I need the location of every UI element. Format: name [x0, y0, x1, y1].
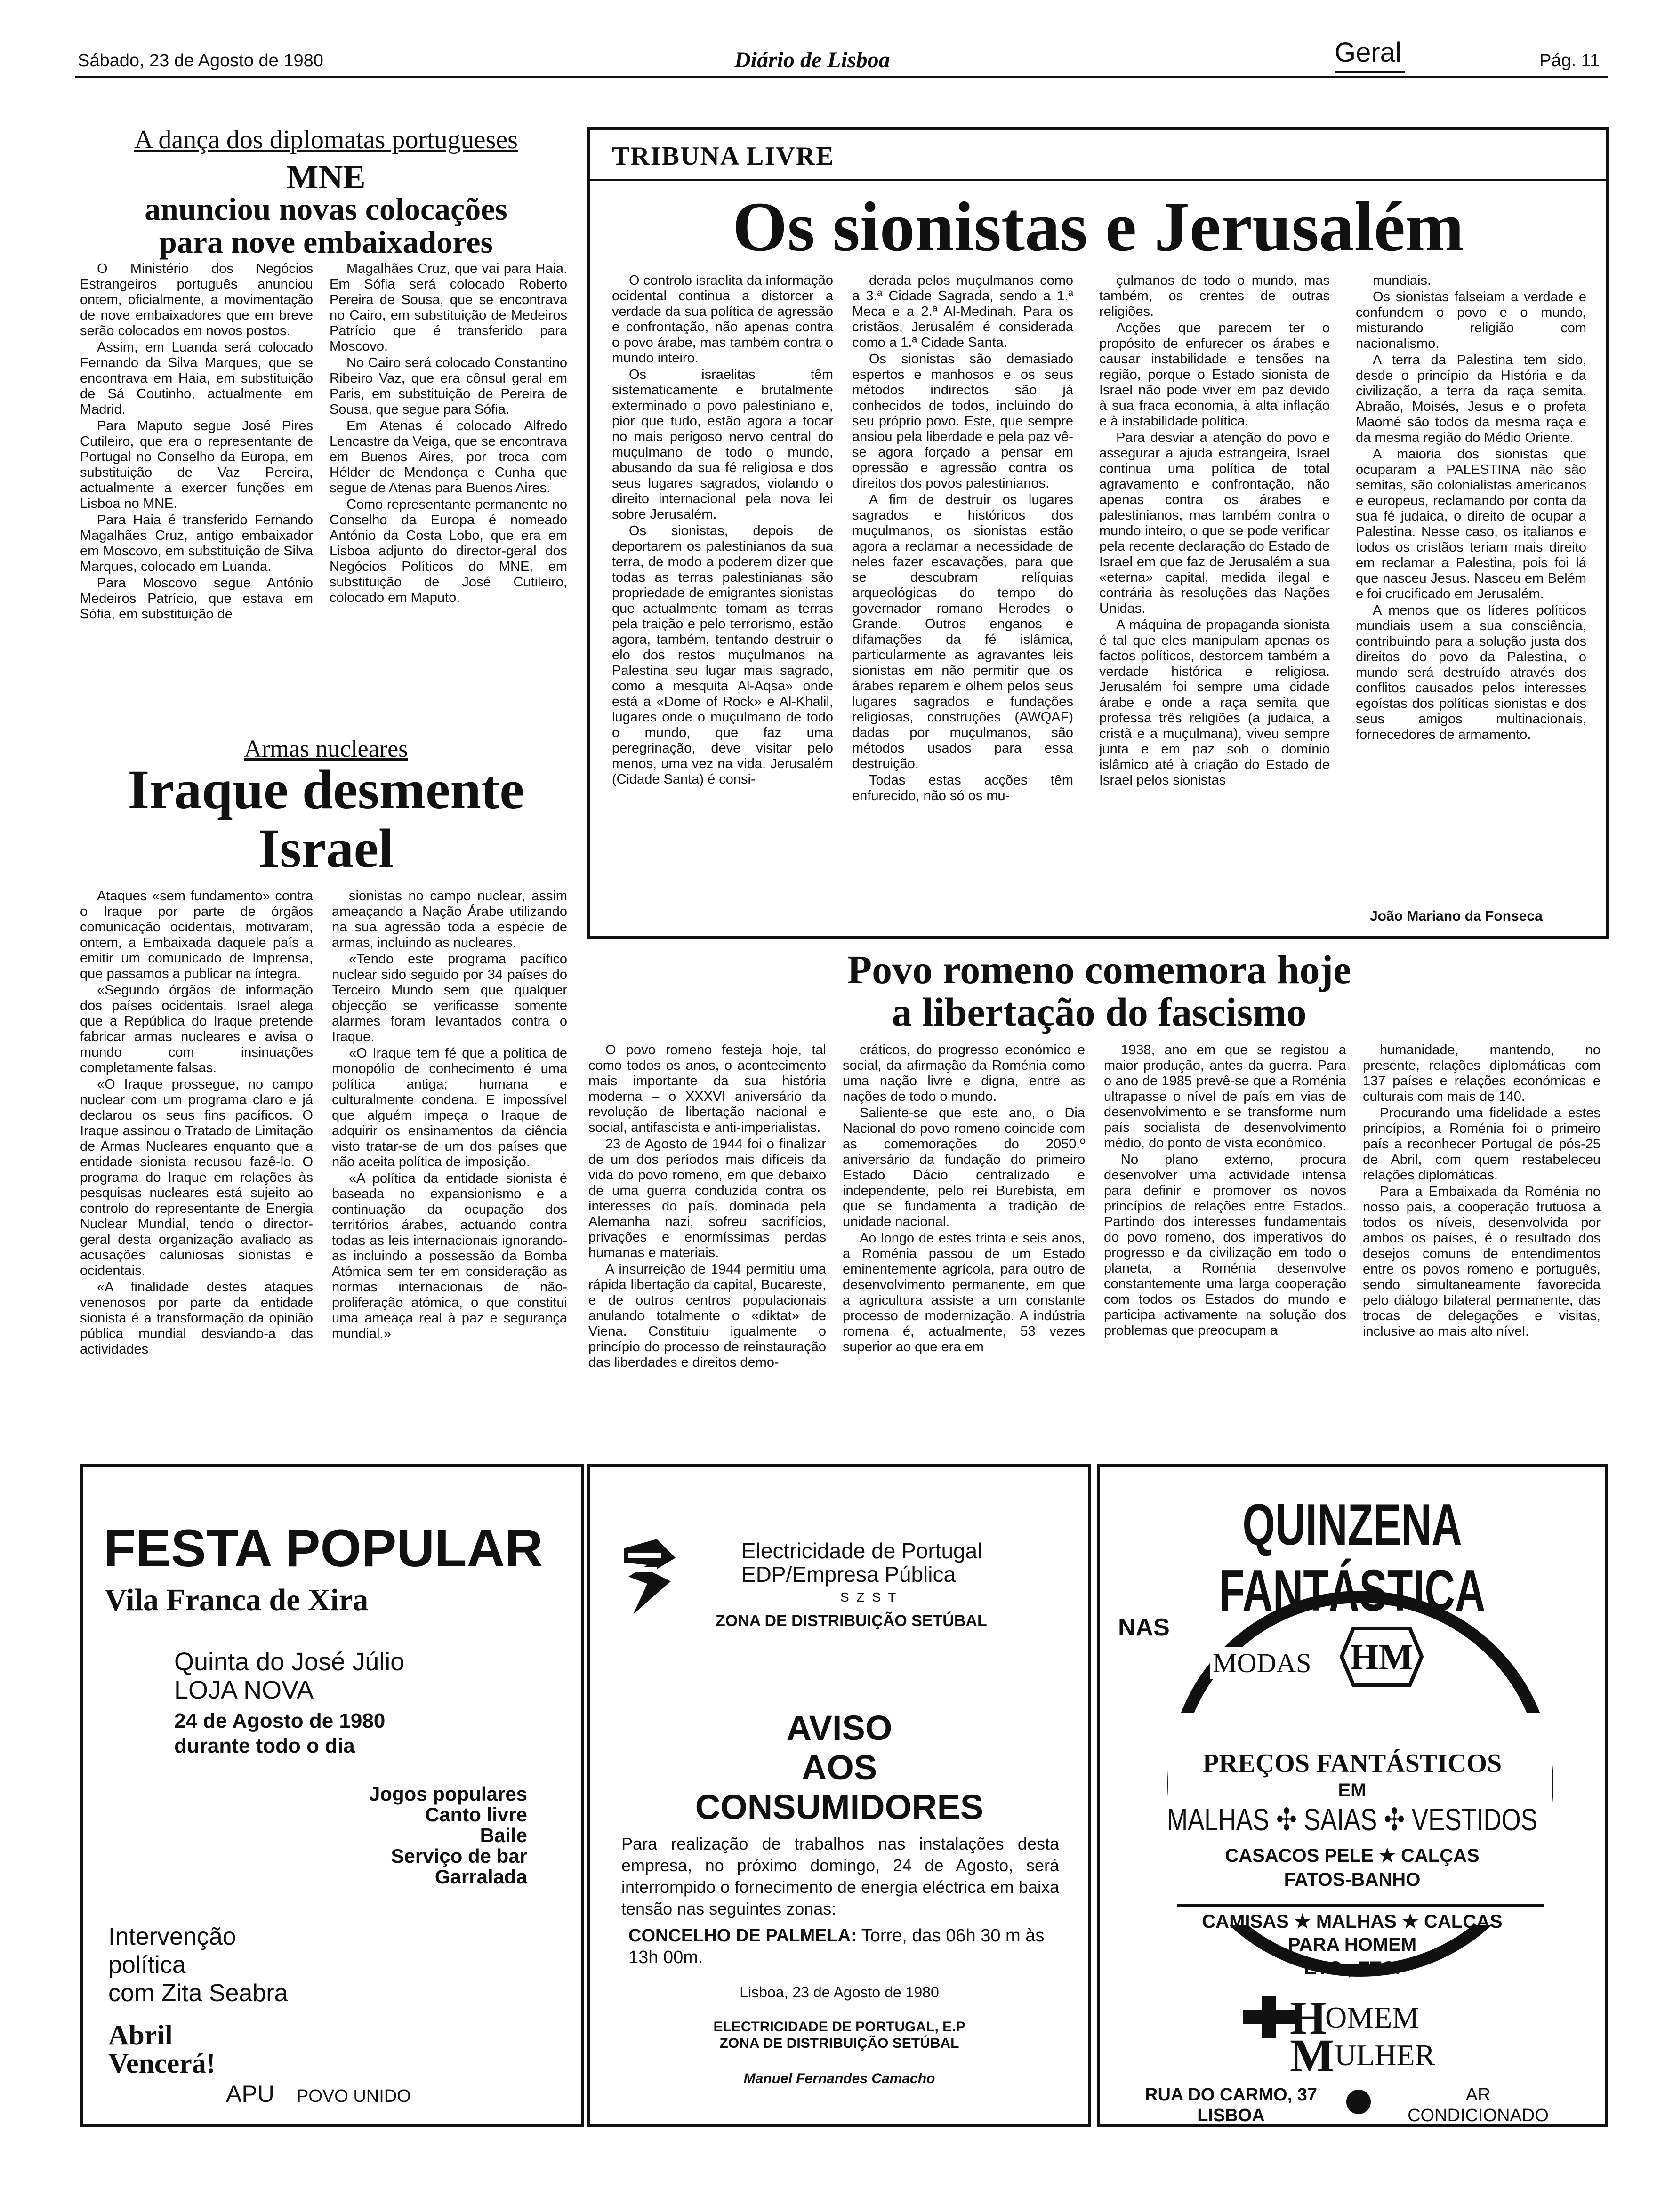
- paragraph: çulmanos de todo o mundo, mas também, os crentes de outras religiões.: [1099, 273, 1330, 319]
- section-title: Geral: [1335, 37, 1401, 68]
- iraque-kicker: Armas nucleares: [244, 736, 408, 762]
- quinzena-title: QUINZENA FANTÁSTICA: [1219, 1492, 1486, 1623]
- festa-date-1: 24 de Agosto de 1980: [174, 1709, 386, 1732]
- tribuna-title: Os sionistas e Jerusalém: [732, 188, 1464, 266]
- paragraph: Saliente-se que este ano, o Dia Nacional do povo romeno coincide com as comemorações do 2050.º aniversário da fundação do primeiro Estado Dácio centralizado e independente, pelo rei Burebista, em que se fundamenta a tradição de unidade nacional.: [843, 1106, 1085, 1229]
- paragraph: Os sionistas, depois de deportarem os palestinianos da sua terra, de modo a poderem dizer que todas as terras palestinianas são propriedade de emigrantes sionistas que actualmente tomam as terras pela traição e pelo terrorismo, estão agora, também, tentando destruir o elo dos restos muçulmanos na Palestina seu lugar mais sagrado, como a mesquita Al-Aqsa» onde está a «Dome of Rock» e Al-Khalil, lugares onde o muçulmano de todo o mundo, que faz uma peregrinação, deve visitar pelo menos, uma vez na vida. Jerusalém (Cidade Santa) é consi-: [612, 523, 833, 787]
- festa-subtitle: Vila Franca de Xira: [105, 1583, 369, 1617]
- paragraph: Ataques «sem fundamento» contra o Iraque por parte de órgãos comunicação ocidentais, motivaram, ontem, a Embaixada daquele país a emitir um comunicado de Imprensa, que passamos a publicar na íntegra.: [80, 889, 313, 981]
- iraque-title-2: Israel: [258, 817, 394, 879]
- quinzena-etc: ETC., ETC.: [1304, 1958, 1400, 1979]
- section-underline: [1335, 71, 1405, 73]
- paragraph: Para desviar a atenção do povo e assegurar a ajuda estrangeira, Israel continua uma política de total agravamento e confrontação, não apenas contra os árabes e palestinianos, mas também contra o mundo inteiro, o que se pode verificar pela recente declaração do Estado de Israel em que faz de Jerusalém a sua «eterna» capital, medida ilegal e contrária às resoluções das Nações Unidas.: [1099, 430, 1330, 616]
- quinzena-address-1: RUA DO CARMO, 37: [1145, 2085, 1317, 2105]
- edp-code: S Z S T: [840, 1590, 898, 1604]
- edp-headline-2: AOS: [801, 1748, 877, 1787]
- festa-party-full: POVO UNIDO: [297, 2086, 411, 2106]
- edp-signatory: Manuel Fernandes Camacho: [743, 2071, 935, 2086]
- quinzena-divider: [1177, 1904, 1544, 1907]
- hm-logo-letters: HM: [1350, 1636, 1414, 1677]
- paragraph: mundiais.: [1373, 273, 1432, 288]
- paragraph: No plano externo, procura desenvolver uma actividade intensa para definir e promover os novos princípios de relações entre Estados. Partindo dos interesses fundamentais do povo romeno, dos imperativos do progresso e da civilização em todo o planeta, a Roménia desenvolve constantemente uma larga cooperação com todos os Estados do mundo e participa activamente na solução dos problemas que preocupam a: [1104, 1152, 1346, 1338]
- paragraph: A maioria dos sionistas que ocuparam a PALESTINA não são semitas, são colonialistas americanos e europeus, reclamando por conta da sua fé judaica, o direito de ocupar a Palestina. Nesse caso, os italianos e todos os cristãos teriam mais direito em reclamar a Palestina, pois foi lá que nasceu Jesus. Nasceu em Belém e foi crucificado em Jerusalém.: [1356, 447, 1586, 601]
- paragraph: A terra da Palestina tem sido, desde o princípio da História e da civilização, a terra da raça semita. Abraão, Moisés, Jesus e o profeta Maomé são todos da mesma raça e da mesma região do Médio Oriente.: [1356, 353, 1586, 445]
- masthead: Diário de Lisboa: [734, 48, 890, 72]
- paragraph: Os sionistas falseiam a verdade e confundem o povo e o mundo, misturando religião com nacionalismo.: [1356, 289, 1586, 351]
- page-number: Pág. 11: [1539, 51, 1600, 71]
- paragraph: Como representante permanente no Conselho da Europa é nomeado António da Costa Lobo, que era em Lisboa adjunto do director-geral dos Negócios Políticos do MNE, em substituição de José Cutileiro, colocado em Maputo.: [330, 497, 567, 605]
- paragraph: «A política da entidade sionista é baseada no expansionismo e a continuação da ocupação dos territórios árabes, actuando contra todas as leis internacionais ignorando-as incluindo a possessão da Bomba Atómica sem ter em consideração as normas internacionais de não-proliferação atómica, o que constitui uma ameaça real à paz e segurança mundial.»: [332, 1171, 567, 1341]
- edp-zone: ZONA DE DISTRIBUIÇÃO SETÚBAL: [716, 1612, 987, 1630]
- paragraph: Assim, em Luanda será colocado Fernando da Silva Marques, que se encontrava em Haia, em substituição de Sá Coutinho, actualmente em Madrid.: [80, 340, 313, 417]
- mne-title-3: para nove embaixadores: [159, 224, 493, 260]
- homem-initial: H: [1290, 1992, 1327, 2044]
- paragraph: Todas estas acções têm enfurecido, não só os mu-: [852, 773, 1073, 803]
- quinzena-modas: MODAS: [1210, 1647, 1314, 1679]
- program-item: Jogos populares: [369, 1783, 527, 1805]
- paragraph: Ao longo de estes trinta e seis anos, a Roménia passou de um Estado eminentemente agrícola, para outro de desenvolvimento permanente, em que a agricultura assiste a um constante processo de modernização. A indústria romena é, actualmente, 53 vezes superior ao que era em: [843, 1231, 1085, 1354]
- paragraph: Para Maputo segue José Pires Cutileiro, que era o representante de Portugal no Conselho da Europa, em substituição de Vaz Pereira, actualmente a exercer funções em Lisboa no MNE.: [80, 418, 313, 511]
- quinzena-items-4: CAMISAS ★ MALHAS ★ CALÇAS: [1202, 1911, 1503, 1932]
- tribuna-author: João Mariano da Fonseca: [1370, 908, 1543, 924]
- tribuna-column-3: [1099, 273, 1330, 927]
- romeno-column-2: [843, 1042, 1085, 1433]
- tribuna-column-4: [1356, 273, 1586, 904]
- header-rule: [75, 76, 1608, 78]
- paragraph: O Ministério dos Negócios Estrangeiros português anunciou ontem, oficialmente, a movimentação de nove embaixadores que em breve serão colocados em novos postos.: [80, 261, 313, 338]
- bullet-dot-icon: [1346, 2090, 1371, 2114]
- edp-area-label: CONCELHO DE PALMELA:: [628, 1926, 857, 1946]
- romeno-column-1: [588, 1042, 826, 1433]
- paragraph: A menos que os líderes políticos mundiais usem a sua consciência, contribuindo para a solução justa dos direitos do povo da Palestina, o mundo será destruído através dos conflitos causados pelos interesses egoístas dos políticas sionistas e dos seus amigos multinacionais, fornecedores de armamento.: [1356, 603, 1586, 742]
- romeno-column-4: [1363, 1042, 1601, 1433]
- quinzena-ac-2: CONDICIONADO: [1408, 2106, 1549, 2125]
- paragraph: O povo romeno festeja hoje, tal como todos os anos, o acontecimento mais importante da sua história moderna – o XXXVI aniversário da revolução de libertação nacional e social, antifascista e anti-imperialistas.: [588, 1042, 826, 1135]
- program-item: Serviço de bar: [391, 1845, 527, 1867]
- paragraph: A máquina de propaganda sionista é tal que eles manipulam apenas os factos políticos, destorcem também a verdade histórica e religiosa. Jerusalém foi sempre uma cidade árabe e onde a raça semita que professa três religiões (a judaica, a cristã e a muçulmana), viveu sempre junta e em paz sob o domínio islâmico até à criação do Estado de Israel pelos sionistas: [1099, 617, 1330, 788]
- romeno-title-1: Povo romeno comemora hoje: [847, 947, 1351, 992]
- paragraph: Magalhães Cruz, que vai para Haia. Em Sófia será colocado Roberto Pereira de Sousa, que se encontrava no Cairo, em substituição de Medeiros Patrício que é transferido para Moscovo.: [330, 261, 567, 354]
- paragraph: Para Haia é transferido Fernando Magalhães Cruz, antigo embaixador em Moscovo, em substituição de Silva Marques, colocado em Luanda.: [80, 513, 313, 574]
- tribuna-column-2: [852, 273, 1073, 927]
- festa-speech-2: política: [108, 1951, 186, 1979]
- paragraph: A insurreição de 1944 permitiu uma rápida libertação da capital, Bucareste, e de outros centros populacionais anulando totalmente o «diktat» de Viena. Constituiu igualmente o princípio do processo de reinstauração das liberdades e direitos demo-: [588, 1262, 826, 1370]
- tribuna-column-1: [612, 273, 833, 927]
- header-date: Sábado, 23 de Agosto de 1980: [78, 51, 323, 71]
- paragraph: Os israelitas têm sistematicamente e brutalmente exterminado o povo palestiniano e, pior que tudo, estão agora a tocar no mais perigoso nervo central do muçulmano de todo o mundo, abusando da sua fé religiosa e dos seus lugares sagrados, violando o direito internacional pela nova lei sobre Jerusalém.: [612, 367, 833, 522]
- edp-area: [628, 1925, 1052, 1968]
- edp-sign-2: ZONA DE DISTRIBUIÇÃO SETÚBAL: [719, 2036, 959, 2051]
- edp-headline-3: CONSUMIDORES: [695, 1787, 984, 1827]
- program-item: Baile: [480, 1824, 527, 1846]
- mne-column-1: [80, 261, 313, 720]
- paragraph: 23 de Agosto de 1944 foi o finalizar de um dos períodos mais difíceis da vida do povo romeno, em que debaixo de uma guerra conduzida contra os interesses do país, dominada pela Alemanha nazi, sofreu sacrifícios, privações e enormíssimas perdas humanas e materiais.: [588, 1137, 826, 1260]
- iraque-column-2: [332, 889, 567, 1435]
- festa-date-2: durante todo o dia: [174, 1734, 355, 1757]
- paragraph: «Segundo órgãos de informação dos países ocidentais, Israel alega que a República do Iraque pretende fabricar armas nucleares e avisa o mundo com insinuações completamente falsas.: [80, 983, 313, 1075]
- homem-mulher-logo: [1238, 1992, 1502, 2082]
- paragraph: «A finalidade destes ataques venenosos por parte da entidade sionista é a transformação da opinião pública mundial desviando-a das actividades: [80, 1280, 313, 1357]
- paragraph: 1938, ano em que se registou a maior produção, antes da guerra. Para o ano de 1985 prevê-se que a Roménia ultrapasse o nível de país em vias de desenvolvimento e se transforme num país socialista de desenvolvimento médio, do ponto de vista económico.: [1104, 1042, 1346, 1151]
- paragraph: Para a Embaixada da Roménia no nosso país, a cooperação frutuosa a todos os níveis, desenvolvida por ambos os países, é o resultado dos desejos comuns de entendimentos entre os povos romeno e português, sendo simultaneamente favorecida pelo diálogo bilateral permanente, das trocas de delegações e visitas, inclusive ao mais alto nível.: [1363, 1184, 1601, 1339]
- mulher-rest: ULHER: [1335, 2038, 1435, 2072]
- paragraph: «O Iraque tem fé que a política de monopólio de conhecimento é uma política antiga; humana e culturalmente condena. E impossível que alguém impeça o Iraque de adquirir os ensinamentos da ciência visto tratar-se de um dos países que não aceita política de imposição.: [332, 1046, 567, 1170]
- quinzena-nas: NAS: [1118, 1614, 1170, 1641]
- quinzena-items-2: CASACOS PELE ★ CALÇAS: [1225, 1845, 1480, 1866]
- tribuna-label-rule: [590, 179, 1606, 181]
- mne-kicker: A dança dos diplomatas portugueses: [134, 125, 518, 154]
- paragraph: «Tendo este programa pacífico nuclear sido seguido por 34 países do Terceiro Mundo sem que qualquer objecção se verificasse somente alarmes foram levantados contra o Iraque.: [332, 952, 567, 1044]
- festa-speech-3: com Zita Seabra: [108, 1980, 288, 2007]
- paragraph: Procurando uma fidelidade a estes princípios, a Roménia foi o primeiro país a reconhecer Portugal de pós-25 de Abril, com quem restabeleceu relações diplomáticas.: [1363, 1106, 1601, 1183]
- paragraph: A fim de destruir os lugares sagrados e históricos dos muçulmanos, os sionistas estão agora a reclamar a necessidade de neles fazer escavações, para que se descubram relíquias arqueológicas do tempo do governador romano Herodes o Grande. Outros enganos e difamações da fé islâmica, particularmente as agravantes leis sionistas em não permitir que os árabes reparem e olhem pelos seus lugares sagrados e fundações religiosas, construções (AWQAF) dadas por muçulmanos, são métodos usados para essa destruição.: [852, 492, 1073, 771]
- edp-company-1: Electricidade de Portugal: [741, 1539, 982, 1563]
- paragraph: «O Iraque prossegue, no campo nuclear com um programa claro e já declarou os seus fins pacíficos. O Iraque assinou o Tratado de Limitação de Armas Nucleares enquanto que a entidade sionista recusou fazê-lo. O programa do Iraque em relações às pesquisas nucleares está sujeito ao controlo do representante de Energia Nuclear Mundial, tendo o director-geral desta organização avaliado as acusações caluniosas sionistas e ocidentais.: [80, 1077, 313, 1278]
- mulher-initial: M: [1290, 2029, 1335, 2082]
- paragraph: humanidade, mantendo, no presente, relações diplomáticas com 137 países e relações económicas e culturais com mais de 140.: [1363, 1042, 1601, 1104]
- edp-sign-1: ELECTRICIDADE DE PORTUGAL, E.P: [713, 2019, 965, 2035]
- hm-logo-icon: [1339, 1626, 1424, 1687]
- edp-dateline: Lisboa, 23 de Agosto de 1980: [740, 1984, 939, 2001]
- romeno-column-3: [1104, 1042, 1346, 1433]
- edp-headline-1: AVISO: [786, 1708, 893, 1747]
- paragraph: O controlo israelita da informação ocidental continua a distorcer a verdade da sua política de agressão e confrontação, não apenas contra o povo árabe, mas também contra o mundo inteiro.: [612, 273, 833, 366]
- mne-title-2: anunciou novas colocações: [145, 191, 507, 227]
- festa-slogan-1: Abril: [108, 2020, 173, 2051]
- mne-title-1: MNE: [286, 158, 366, 196]
- quinzena-para-homem: PARA HOMEM: [1287, 1934, 1417, 1955]
- quinzena-em: EM: [1338, 1780, 1367, 1801]
- paragraph: Em Atenas é colocado Alfredo Lencastre da Veiga, que se encontrava em Buenos Aires, por troca com Hélder de Mendonça e Cunha que segue de Atenas para Buenos Aires.: [330, 418, 567, 496]
- festa-venue-1: Quinta do José Júlio: [174, 1648, 405, 1676]
- paragraph: Os sionistas são demasiado espertos e manhosos e os seus métodos indirectos são já conhecidos de todos, incluindo do seu próprio povo. Este, que sempre ansiou pela liberdade e pela paz vê-se agora forçado a pensar em opressão e agressão contra os direitos dos povos palestinianos.: [852, 352, 1073, 491]
- festa-venue-2: LOJA NOVA: [174, 1676, 314, 1704]
- festa-speech-1: Intervenção: [108, 1923, 236, 1950]
- mne-column-2: [330, 261, 567, 720]
- paragraph: Para Moscovo segue António Medeiros Patrício, que estava em Sófia, em substituição de: [80, 576, 313, 622]
- romeno-title-2: a libertação do fascismo: [892, 989, 1307, 1034]
- iraque-column-1: [80, 889, 313, 1435]
- festa-slogan-2: Vencerá!: [108, 2048, 216, 2079]
- edp-company-2: EDP/Empresa Pública: [741, 1562, 956, 1587]
- program-item: Garralada: [434, 1866, 527, 1888]
- paragraph: derada pelos muçulmanos como a 3.ª Cidade Sagrada, sendo a 1.ª Meca e a 2.ª Al-Medinah. Para os cristãos, Jerusalém é considerada como a 1.ª Cidade Santa.: [852, 273, 1073, 350]
- edp-body: Para realização de trabalhos nas instalações desta empresa, no próximo domingo, 24 de Agosto, será interrompido o fornecimento de energia eléctrica em baixa tensão nas seguintes zonas:: [621, 1834, 1059, 1918]
- paragraph: No Cairo será colocado Constantino Ribeiro Vaz, que era cônsul geral em Paris, em substituição de Pereira de Sousa, que segue para Sófia.: [330, 355, 567, 417]
- quinzena-address-2: LISBOA: [1197, 2106, 1265, 2125]
- quinzena-ac-1: AR: [1465, 2085, 1491, 2105]
- festa-party: APU: [226, 2081, 274, 2107]
- quinzena-precos: PREÇOS FANTÁSTICOS: [1202, 1749, 1502, 1778]
- quinzena-items-1: MALHAS ✣ SAIAS ✣ VESTIDOS: [1167, 1802, 1537, 1837]
- edp-logo: [619, 1539, 680, 1614]
- homem-rest: OMEM: [1325, 2001, 1419, 2034]
- festa-title: FESTA POPULAR: [104, 1519, 543, 1578]
- iraque-title-1: Iraque desmente: [128, 759, 524, 820]
- paragraph: sionistas no campo nuclear, assim ameaçando a Nação Árabe utilizando na sua agressão toda a espécie de armas, incluindo as nucleares.: [332, 889, 567, 950]
- paragraph: Acções que parecem ter o propósito de enfurecer os árabes e causar instabilidade e tensões na região, porque o Estado sionista de Israel não pode viver em paz devido à sua fraca economia, à alta inflação e à instabilidade política.: [1099, 321, 1330, 429]
- cross-icon-vertical: [1262, 1996, 1276, 2038]
- tribuna-label: TRIBUNA LIVRE: [612, 142, 835, 171]
- quinzena-items-3: FATOS-BANHO: [1284, 1869, 1421, 1890]
- festa-program: [330, 1784, 527, 1887]
- program-item: Canto livre: [425, 1803, 527, 1826]
- paragraph: cráticos, do progresso económico e social, da afirmação da Roménia como uma nação livre e digna, entre as nações de todo o mundo.: [843, 1042, 1085, 1104]
- edp-area-text: Torre, das 06h 30 m às 13h 00m.: [628, 1926, 1045, 1967]
